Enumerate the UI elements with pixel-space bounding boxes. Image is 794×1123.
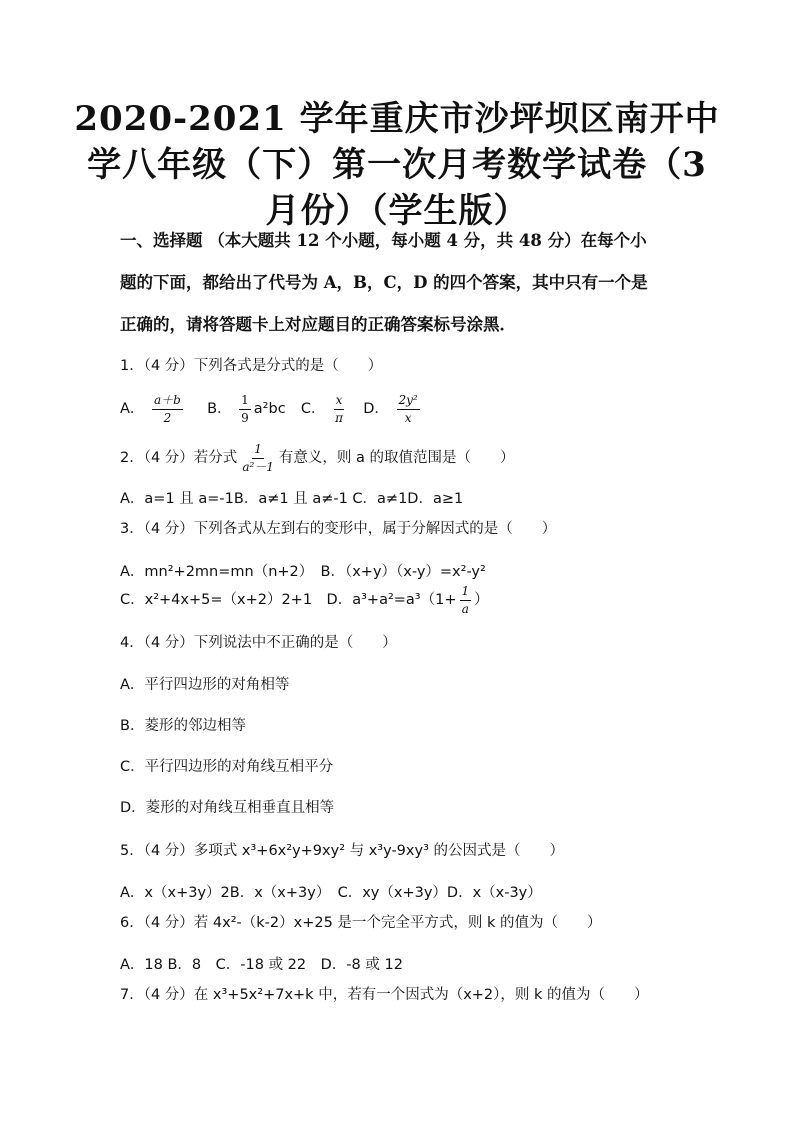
fraction-numerator: a＋b [152,393,183,410]
q1-option-b-fraction [239,393,251,426]
fraction-numerator: 2y² [397,393,420,410]
fraction-numerator: 1 [252,442,264,459]
section-heading [120,228,680,354]
q2-fraction [240,442,276,475]
question-3-options-ab: A．mn²+2mn=mn（n+2） B．（x+y）（x-y）=x²-y² [120,564,486,580]
title-line-3: 月份）（学生版） [265,191,529,231]
fraction-denominator: a²－1 [242,459,274,474]
question-1-options [120,389,423,429]
question-4-stem: 4．（4 分）下列说法中不正确的是（ ） [120,635,397,651]
section-line-1: 一、选择题 （本大题共 12 个小题，每小题 4 分，共 48 分）在每个小 [120,231,647,250]
section-line-3: 正确的，请将答题卡上对应题目的正确答案标号涂黑． [120,315,516,334]
q1-option-b-rest: a²bc [253,401,286,417]
question-4-option-c: C．平行四边形的对角线互相平分 [120,759,334,775]
q3-option-cd-before: C．x²+4x+5=（x+2）2+1 D．a³+a²=a³（1+ [120,592,457,608]
fraction-denominator: a [461,601,469,616]
fraction-denominator: x [404,410,412,425]
question-3-options-cd [120,582,489,618]
q3-option-d-fraction [460,584,472,617]
question-3-stem: 3．（4 分）下列各式从左到右的变形中，属于分解因式的是（ ） [120,521,557,537]
question-6-options: A．18 B．8 C．-18 或 22 D．-8 或 12 [120,957,403,973]
question-4-option-d: D．菱形的对角线互相垂直且相等 [120,800,335,816]
q1-option-c-fraction [333,393,345,426]
question-6-stem: 6．（4 分）若 4x²-（k-2）x+25 是一个完全平方式，则 k 的值为（ ） [120,915,602,931]
section-line-2: 题的下面，都给出了代号为 A，B，C，D 的四个答案，其中只有一个是 [120,273,648,292]
q1-option-d-label: D． [363,401,389,417]
question-5-options: A．x（x+3y）2B．x（x+3y） C．xy（x+3y）D．x（x-3y） [120,885,542,901]
title-line-2: 学八年级（下）第一次月考数学试卷（3 [87,145,707,185]
q2-stem-after: 有意义，则 a 的取值范围是（ ） [278,450,515,466]
question-5-stem: 5．（4 分）多项式 x³+6x²y+9xy² 与 x³y-9xy³ 的公因式是（ ） [120,843,564,859]
q2-stem-before: 2．（4 分）若分式 [120,450,238,466]
fraction-denominator: π [335,410,344,425]
question-2-stem [120,440,515,476]
q1-option-d-fraction [397,393,420,426]
q3-option-cd-after: ） [474,592,489,608]
fraction-numerator: 1 [460,584,472,601]
q1-option-a-label: A． [120,401,145,417]
fraction-denominator: 9 [241,410,249,425]
fraction-numerator: x [334,393,345,410]
question-2-options: A．a=1 且 a=-1B．a≠1 且 a≠-1 C．a≠1D．a≥1 [120,491,464,507]
q1-option-c-label: C． [300,401,326,417]
document-title [60,96,734,234]
q1-option-a-fraction [152,393,183,426]
title-line-1: 2020-2021 学年重庆市沙坪坝区南开中 [74,99,720,139]
question-7-stem: 7．（4 分）在 x³+5x²+7x+k 中，若有一个因式为（x+2），则 k 的值为（ ） [120,987,649,1003]
question-4-option-a: A．平行四边形的对角相等 [120,677,290,693]
fraction-numerator: 1 [239,393,251,410]
question-1-stem: 1．（4 分）下列各式是分式的是（ ） [120,358,383,374]
question-4-option-b: B．菱形的邻边相等 [120,718,246,734]
fraction-denominator: 2 [163,410,172,425]
q1-option-b-label: B． [207,401,232,417]
